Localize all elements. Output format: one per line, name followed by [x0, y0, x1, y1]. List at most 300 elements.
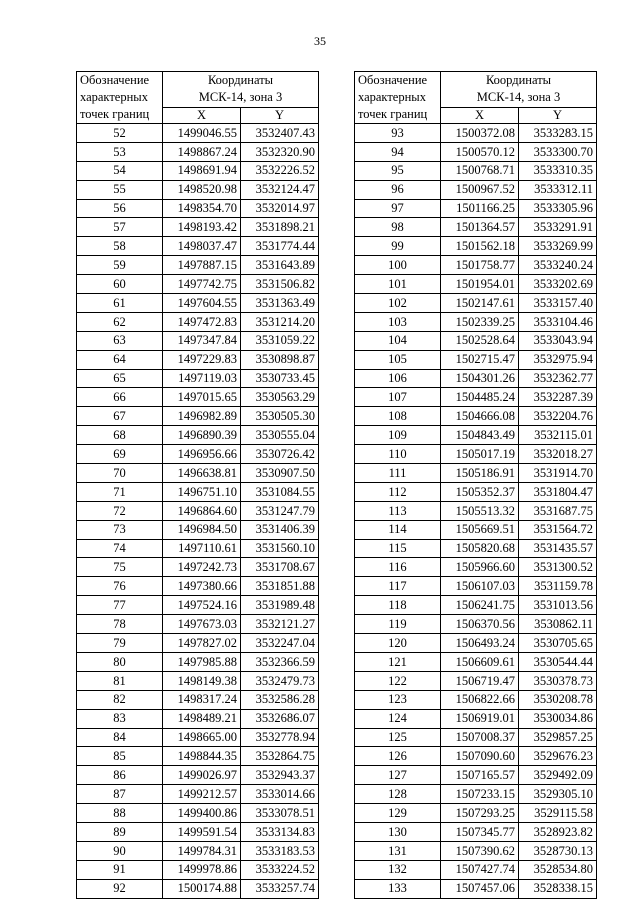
point-number-cell: 77	[77, 596, 163, 615]
header-point-line-3: точек границ	[358, 107, 428, 121]
table-row	[77, 841, 319, 860]
x-coordinate-cell: 1504666.08	[441, 407, 519, 426]
y-coordinate-cell: 3533269.99	[519, 237, 597, 256]
y-coordinate-cell: 3529857.25	[519, 728, 597, 747]
point-number-cell: 117	[355, 577, 441, 596]
table-row	[355, 728, 597, 747]
point-number-cell: 121	[355, 652, 441, 671]
y-coordinate-cell: 3533300.70	[519, 142, 597, 161]
table-row	[77, 577, 319, 596]
table-row	[77, 369, 319, 388]
y-coordinate-cell: 3529676.23	[519, 747, 597, 766]
table-row	[355, 501, 597, 520]
x-coordinate-cell: 1506493.24	[441, 634, 519, 653]
x-coordinate-cell: 1499212.57	[163, 785, 241, 804]
table-row	[77, 671, 319, 690]
y-coordinate-cell: 3530733.45	[241, 369, 319, 388]
y-coordinate-cell: 3531643.89	[241, 256, 319, 275]
header-point-line-2: характерных	[80, 90, 148, 104]
point-number-cell: 78	[77, 615, 163, 634]
table-row	[355, 237, 597, 256]
y-coordinate-cell: 3532121.27	[241, 615, 319, 634]
point-number-cell: 107	[355, 388, 441, 407]
header-point-line-1: Обозначение	[80, 73, 150, 87]
x-coordinate-cell: 1496864.60	[163, 501, 241, 520]
table-row	[77, 256, 319, 275]
y-coordinate-cell: 3531851.88	[241, 577, 319, 596]
y-coordinate-cell: 3533157.40	[519, 294, 597, 313]
y-coordinate-cell: 3528338.15	[519, 879, 597, 898]
point-number-cell: 103	[355, 312, 441, 331]
x-coordinate-cell: 1505820.68	[441, 539, 519, 558]
point-number-cell: 64	[77, 350, 163, 369]
x-coordinate-cell: 1501364.57	[441, 218, 519, 237]
table-row	[355, 634, 597, 653]
point-number-cell: 123	[355, 690, 441, 709]
x-coordinate-cell: 1496638.81	[163, 464, 241, 483]
y-coordinate-cell: 3531406.39	[241, 520, 319, 539]
table-row	[77, 615, 319, 634]
x-coordinate-cell: 1497887.15	[163, 256, 241, 275]
table-row	[77, 199, 319, 218]
y-coordinate-cell: 3529115.58	[519, 804, 597, 823]
x-coordinate-cell: 1497119.03	[163, 369, 241, 388]
x-coordinate-cell: 1498867.24	[163, 142, 241, 161]
point-number-cell: 88	[77, 804, 163, 823]
header-coordinates	[163, 72, 319, 108]
x-coordinate-cell: 1498317.24	[163, 690, 241, 709]
x-coordinate-cell: 1507008.37	[441, 728, 519, 747]
table-row	[77, 445, 319, 464]
table-row	[355, 388, 597, 407]
y-coordinate-cell: 3532407.43	[241, 124, 319, 143]
x-coordinate-cell: 1499591.54	[163, 822, 241, 841]
y-coordinate-cell: 3531774.44	[241, 237, 319, 256]
y-coordinate-cell: 3532018.27	[519, 445, 597, 464]
x-coordinate-cell: 1498149.38	[163, 671, 241, 690]
table-row	[77, 558, 319, 577]
x-coordinate-cell: 1500768.71	[441, 161, 519, 180]
table-row	[77, 860, 319, 879]
point-number-cell: 60	[77, 275, 163, 294]
table-row	[77, 294, 319, 313]
point-number-cell: 65	[77, 369, 163, 388]
y-coordinate-cell: 3533312.11	[519, 180, 597, 199]
x-coordinate-cell: 1496956.66	[163, 445, 241, 464]
table-row	[355, 690, 597, 709]
y-coordinate-cell: 3531214.20	[241, 312, 319, 331]
x-coordinate-cell: 1497985.88	[163, 652, 241, 671]
x-coordinate-cell: 1497110.61	[163, 539, 241, 558]
table-row	[355, 577, 597, 596]
table-row	[77, 142, 319, 161]
table-row	[77, 539, 319, 558]
table-row	[355, 482, 597, 501]
x-coordinate-cell: 1501758.77	[441, 256, 519, 275]
x-coordinate-cell: 1498665.00	[163, 728, 241, 747]
point-number-cell: 122	[355, 671, 441, 690]
y-coordinate-cell: 3530034.86	[519, 709, 597, 728]
point-number-cell: 126	[355, 747, 441, 766]
point-number-cell: 109	[355, 426, 441, 445]
table-row	[355, 709, 597, 728]
point-number-cell: 58	[77, 237, 163, 256]
table-row	[355, 369, 597, 388]
y-coordinate-cell: 3530898.87	[241, 350, 319, 369]
x-coordinate-cell: 1505513.32	[441, 501, 519, 520]
y-coordinate-cell: 3530208.78	[519, 690, 597, 709]
x-coordinate-cell: 1507233.15	[441, 785, 519, 804]
header-coords-line-1: Координаты	[485, 73, 552, 88]
point-number-cell: 79	[77, 634, 163, 653]
header-point-line-2: характерных	[358, 90, 426, 104]
x-coordinate-cell: 1498354.70	[163, 199, 241, 218]
y-coordinate-cell: 3533104.46	[519, 312, 597, 331]
y-coordinate-cell: 3532586.28	[241, 690, 319, 709]
table-row	[355, 199, 597, 218]
table-row	[77, 161, 319, 180]
y-coordinate-cell: 3533240.24	[519, 256, 597, 275]
x-coordinate-cell: 1499046.55	[163, 124, 241, 143]
y-coordinate-cell: 3532226.52	[241, 161, 319, 180]
table-row	[77, 482, 319, 501]
header-point-line-3: точек границ	[80, 107, 150, 121]
table-row	[77, 596, 319, 615]
x-coordinate-cell: 1497015.65	[163, 388, 241, 407]
point-number-cell: 66	[77, 388, 163, 407]
table-row	[355, 312, 597, 331]
x-coordinate-cell: 1507090.60	[441, 747, 519, 766]
y-coordinate-cell: 3531914.70	[519, 464, 597, 483]
y-coordinate-cell: 3533291.91	[519, 218, 597, 237]
x-coordinate-cell: 1496751.10	[163, 482, 241, 501]
y-coordinate-cell: 3530705.65	[519, 634, 597, 653]
table-row	[77, 709, 319, 728]
point-number-cell: 63	[77, 331, 163, 350]
x-coordinate-cell: 1502339.25	[441, 312, 519, 331]
table-row	[355, 766, 597, 785]
table-row	[77, 331, 319, 350]
table-row	[77, 218, 319, 237]
point-number-cell: 76	[77, 577, 163, 596]
point-number-cell: 119	[355, 615, 441, 634]
table-row	[355, 615, 597, 634]
table-row	[77, 766, 319, 785]
y-coordinate-cell: 3533134.83	[241, 822, 319, 841]
x-coordinate-cell: 1497673.03	[163, 615, 241, 634]
table-row	[77, 785, 319, 804]
y-coordinate-cell: 3529492.09	[519, 766, 597, 785]
table-row	[355, 539, 597, 558]
x-coordinate-cell: 1507293.25	[441, 804, 519, 823]
point-number-cell: 132	[355, 860, 441, 879]
y-coordinate-cell: 3531159.78	[519, 577, 597, 596]
table-row	[77, 426, 319, 445]
x-coordinate-cell: 1505669.51	[441, 520, 519, 539]
y-coordinate-cell: 3532362.77	[519, 369, 597, 388]
y-coordinate-cell: 3531363.49	[241, 294, 319, 313]
table-row	[355, 161, 597, 180]
y-coordinate-cell: 3531560.10	[241, 539, 319, 558]
x-coordinate-cell: 1505017.19	[441, 445, 519, 464]
header-point-line-1: Обозначение	[358, 73, 428, 87]
y-coordinate-cell: 3533043.94	[519, 331, 597, 350]
point-number-cell: 94	[355, 142, 441, 161]
x-coordinate-cell: 1506609.61	[441, 652, 519, 671]
table-row	[355, 275, 597, 294]
x-coordinate-cell: 1502715.47	[441, 350, 519, 369]
point-number-cell: 125	[355, 728, 441, 747]
y-coordinate-cell: 3531059.22	[241, 331, 319, 350]
y-coordinate-cell: 3533014.66	[241, 785, 319, 804]
y-coordinate-cell: 3531708.67	[241, 558, 319, 577]
y-coordinate-cell: 3532686.07	[241, 709, 319, 728]
y-coordinate-cell: 3533310.35	[519, 161, 597, 180]
table-row	[355, 652, 597, 671]
point-number-cell: 101	[355, 275, 441, 294]
point-number-cell: 93	[355, 124, 441, 143]
x-coordinate-cell: 1497472.83	[163, 312, 241, 331]
point-number-cell: 62	[77, 312, 163, 331]
y-coordinate-cell: 3531300.52	[519, 558, 597, 577]
table-row	[355, 142, 597, 161]
point-number-cell: 81	[77, 671, 163, 690]
table-row	[355, 520, 597, 539]
point-number-cell: 59	[77, 256, 163, 275]
header-coordinates	[441, 72, 597, 108]
point-number-cell: 120	[355, 634, 441, 653]
y-coordinate-cell: 3529305.10	[519, 785, 597, 804]
point-number-cell: 115	[355, 539, 441, 558]
y-coordinate-cell: 3532124.47	[241, 180, 319, 199]
y-coordinate-cell: 3532366.59	[241, 652, 319, 671]
table-row	[77, 634, 319, 653]
point-number-cell: 97	[355, 199, 441, 218]
table-row	[77, 312, 319, 331]
table-row	[355, 860, 597, 879]
point-number-cell: 82	[77, 690, 163, 709]
y-coordinate-cell: 3531804.47	[519, 482, 597, 501]
x-coordinate-cell: 1506370.56	[441, 615, 519, 634]
table-row	[355, 256, 597, 275]
point-number-cell: 84	[77, 728, 163, 747]
y-coordinate-cell: 3533202.69	[519, 275, 597, 294]
point-number-cell: 89	[77, 822, 163, 841]
x-coordinate-cell: 1501954.01	[441, 275, 519, 294]
y-coordinate-cell: 3532975.94	[519, 350, 597, 369]
table-body-right	[355, 124, 597, 899]
y-coordinate-cell: 3530563.29	[241, 388, 319, 407]
x-coordinate-cell: 1504843.49	[441, 426, 519, 445]
x-coordinate-cell: 1498691.94	[163, 161, 241, 180]
point-number-cell: 131	[355, 841, 441, 860]
x-coordinate-cell: 1506107.03	[441, 577, 519, 596]
x-coordinate-cell: 1507390.62	[441, 841, 519, 860]
table-row	[77, 124, 319, 143]
table-row	[77, 879, 319, 898]
x-coordinate-cell: 1506822.66	[441, 690, 519, 709]
point-number-cell: 110	[355, 445, 441, 464]
y-coordinate-cell: 3530505.30	[241, 407, 319, 426]
point-number-cell: 90	[77, 841, 163, 860]
table-row	[355, 426, 597, 445]
y-coordinate-cell: 3531506.82	[241, 275, 319, 294]
table-row	[355, 294, 597, 313]
x-coordinate-cell: 1499026.97	[163, 766, 241, 785]
page-number: 35	[314, 34, 326, 48]
point-number-cell: 128	[355, 785, 441, 804]
table-row	[77, 350, 319, 369]
y-coordinate-cell: 3533078.51	[241, 804, 319, 823]
point-number-cell: 67	[77, 407, 163, 426]
y-coordinate-cell: 3531687.75	[519, 501, 597, 520]
table-row	[77, 388, 319, 407]
point-number-cell: 91	[77, 860, 163, 879]
point-number-cell: 85	[77, 747, 163, 766]
x-coordinate-cell: 1505352.37	[441, 482, 519, 501]
point-number-cell: 98	[355, 218, 441, 237]
x-coordinate-cell: 1498520.98	[163, 180, 241, 199]
point-number-cell: 111	[355, 464, 441, 483]
point-number-cell: 83	[77, 709, 163, 728]
coordinates-table-right	[354, 71, 597, 899]
table-row	[355, 596, 597, 615]
table-row	[355, 822, 597, 841]
x-coordinate-cell: 1497604.55	[163, 294, 241, 313]
point-number-cell: 68	[77, 426, 163, 445]
x-coordinate-cell: 1499978.86	[163, 860, 241, 879]
x-coordinate-cell: 1506241.75	[441, 596, 519, 615]
y-coordinate-cell: 3533224.52	[241, 860, 319, 879]
y-coordinate-cell: 3532479.73	[241, 671, 319, 690]
x-coordinate-cell: 1505966.60	[441, 558, 519, 577]
table-row	[77, 690, 319, 709]
point-number-cell: 104	[355, 331, 441, 350]
y-coordinate-cell: 3528923.82	[519, 822, 597, 841]
y-coordinate-cell: 3531013.56	[519, 596, 597, 615]
x-coordinate-cell: 1500967.52	[441, 180, 519, 199]
x-coordinate-cell: 1497524.16	[163, 596, 241, 615]
x-coordinate-cell: 1505186.91	[441, 464, 519, 483]
y-coordinate-cell: 3530544.44	[519, 652, 597, 671]
x-coordinate-cell: 1501166.25	[441, 199, 519, 218]
x-coordinate-cell: 1497347.84	[163, 331, 241, 350]
header-coords-line-2: МСК-14, зона 3	[198, 90, 283, 105]
point-number-cell: 114	[355, 520, 441, 539]
x-coordinate-cell: 1499784.31	[163, 841, 241, 860]
x-coordinate-cell: 1499400.86	[163, 804, 241, 823]
y-coordinate-cell: 3532864.75	[241, 747, 319, 766]
point-number-cell: 118	[355, 596, 441, 615]
x-coordinate-cell: 1501562.18	[441, 237, 519, 256]
table-body-left	[77, 124, 319, 899]
y-coordinate-cell: 3533183.53	[241, 841, 319, 860]
y-coordinate-cell: 3528730.13	[519, 841, 597, 860]
x-coordinate-cell: 1500174.88	[163, 879, 241, 898]
table-row	[355, 879, 597, 898]
y-coordinate-cell: 3530907.50	[241, 464, 319, 483]
point-number-cell: 55	[77, 180, 163, 199]
table-row	[355, 671, 597, 690]
point-number-cell: 124	[355, 709, 441, 728]
y-coordinate-cell: 3532204.76	[519, 407, 597, 426]
table-row	[355, 124, 597, 143]
y-coordinate-cell: 3532943.37	[241, 766, 319, 785]
x-coordinate-cell: 1497827.02	[163, 634, 241, 653]
x-coordinate-cell: 1500372.08	[441, 124, 519, 143]
table-row	[355, 841, 597, 860]
point-number-cell: 70	[77, 464, 163, 483]
point-number-cell: 72	[77, 501, 163, 520]
point-number-cell: 75	[77, 558, 163, 577]
y-coordinate-cell: 3532115.01	[519, 426, 597, 445]
y-coordinate-cell: 3532247.04	[241, 634, 319, 653]
table-row	[77, 804, 319, 823]
table-row	[355, 331, 597, 350]
x-coordinate-cell: 1497742.75	[163, 275, 241, 294]
y-coordinate-cell: 3533257.74	[241, 879, 319, 898]
point-number-cell: 129	[355, 804, 441, 823]
point-number-cell: 96	[355, 180, 441, 199]
y-coordinate-cell: 3533283.15	[519, 124, 597, 143]
table-row	[77, 822, 319, 841]
x-coordinate-cell: 1504301.26	[441, 369, 519, 388]
table-row	[77, 652, 319, 671]
header-x: X	[441, 107, 519, 123]
point-number-cell: 116	[355, 558, 441, 577]
point-number-cell: 133	[355, 879, 441, 898]
x-coordinate-cell: 1500570.12	[441, 142, 519, 161]
header-coords-line-2: МСК-14, зона 3	[476, 90, 561, 105]
table-row	[355, 218, 597, 237]
y-coordinate-cell: 3531898.21	[241, 218, 319, 237]
y-coordinate-cell: 3532287.39	[519, 388, 597, 407]
x-coordinate-cell: 1498489.21	[163, 709, 241, 728]
x-coordinate-cell: 1497380.66	[163, 577, 241, 596]
table-row	[355, 785, 597, 804]
y-coordinate-cell: 3530378.73	[519, 671, 597, 690]
header-y: Y	[241, 107, 319, 123]
point-number-cell: 106	[355, 369, 441, 388]
header-y: Y	[519, 107, 597, 123]
point-number-cell: 71	[77, 482, 163, 501]
table-row	[355, 407, 597, 426]
x-coordinate-cell: 1498193.42	[163, 218, 241, 237]
point-number-cell: 100	[355, 256, 441, 275]
x-coordinate-cell: 1507345.77	[441, 822, 519, 841]
table-row	[77, 520, 319, 539]
header-x: X	[163, 107, 241, 123]
point-number-cell: 95	[355, 161, 441, 180]
x-coordinate-cell: 1496982.89	[163, 407, 241, 426]
y-coordinate-cell: 3532014.97	[241, 199, 319, 218]
point-number-cell: 105	[355, 350, 441, 369]
table-row	[77, 747, 319, 766]
point-number-cell: 73	[77, 520, 163, 539]
table-row	[77, 275, 319, 294]
point-number-cell: 80	[77, 652, 163, 671]
point-number-cell: 52	[77, 124, 163, 143]
point-number-cell: 102	[355, 294, 441, 313]
point-number-cell: 87	[77, 785, 163, 804]
point-number-cell: 57	[77, 218, 163, 237]
header-point-designation	[355, 72, 441, 124]
point-number-cell: 127	[355, 766, 441, 785]
y-coordinate-cell: 3531435.57	[519, 539, 597, 558]
table-row	[355, 804, 597, 823]
y-coordinate-cell: 3532320.90	[241, 142, 319, 161]
x-coordinate-cell: 1507427.74	[441, 860, 519, 879]
